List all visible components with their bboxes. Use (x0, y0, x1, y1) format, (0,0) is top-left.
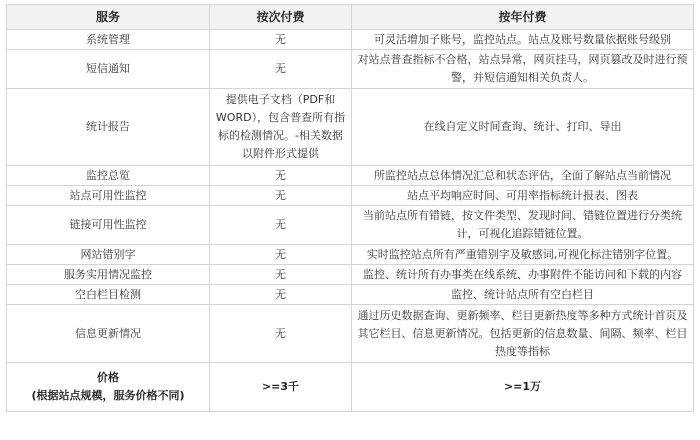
service-cell: 链接可用性监控 (7, 206, 210, 245)
price-per-time: >=3千 (210, 363, 352, 412)
price-row (7, 363, 694, 412)
per-year-cell: 可灵活增加子账号，监控站点。站点及账号数量依据账号级别 (352, 30, 694, 50)
table-row (7, 245, 694, 265)
table-row (7, 30, 694, 50)
per-time-cell: 无 (210, 50, 352, 89)
per-time-cell: 无 (210, 166, 352, 186)
per-year-cell: 实时监控站点所有严重错别字及敏感词,可视化标注错别字位置。 (352, 245, 694, 265)
header-service: 服务 (7, 5, 210, 30)
header-row (7, 5, 694, 30)
service-cell: 系统管理 (7, 30, 210, 50)
per-time-cell: 无 (210, 186, 352, 206)
table-row (7, 206, 694, 245)
per-year-cell: 监控、统计站点所有空白栏目 (352, 285, 694, 305)
per-time-cell: 无 (210, 245, 352, 265)
pricing-table-container (6, 4, 693, 412)
service-cell: 网站错别字 (7, 245, 210, 265)
table-row (7, 305, 694, 363)
per-time-cell: 无 (210, 265, 352, 285)
per-time-cell: 无 (210, 206, 352, 245)
per-year-cell: 通过历史数据查询、更新频率、栏目更新热度等多种方式统计首页及其它栏目、信息更新情况。包括更新的信息数量、间隔、频率、栏目热度等指标 (352, 305, 694, 363)
per-year-cell: 当前站点所有错链，按文件类型、发现时间、错链位置进行分类统计，可视化追踪错链位置。 (352, 206, 694, 245)
service-cell: 信息更新情况 (7, 305, 210, 363)
header-per-year: 按年付费 (352, 5, 694, 30)
service-cell: 站点可用性监控 (7, 186, 210, 206)
table-row (7, 89, 694, 166)
service-cell: 短信通知 (7, 50, 210, 89)
price-label: 价格 (97, 371, 119, 384)
per-time-cell: 提供电子文档（PDF和WORD），包含普查所有指标的检测情况。-相关数据以附件形式提供 (210, 89, 352, 166)
price-per-year: >=1万 (352, 363, 694, 412)
per-time-cell: 无 (210, 305, 352, 363)
per-year-cell: 所监控站点总体情况汇总和状态评估，全面了解站点当前情况 (352, 166, 694, 186)
header-per-time: 按次付费 (210, 5, 352, 30)
pricing-table (6, 4, 694, 412)
per-year-cell: 在线自定义时间查询、统计、打印、导出 (352, 89, 694, 166)
per-year-cell: 监控、统计所有办事类在线系统、办事附件不能访问和下载的内容 (352, 265, 694, 285)
per-year-cell: 对站点普查指标不合格，站点异常，网页挂马，网页篡改及时进行预警，并短信通知相关负责人。 (352, 50, 694, 89)
table-row (7, 265, 694, 285)
price-label-cell (7, 363, 210, 412)
service-cell: 服务实用情况监控 (7, 265, 210, 285)
table-row (7, 186, 694, 206)
per-time-cell: 无 (210, 30, 352, 50)
per-year-cell: 站点平均响应时间、可用率指标统计报表、图表 (352, 186, 694, 206)
table-row (7, 166, 694, 186)
per-time-cell: 无 (210, 285, 352, 305)
table-row (7, 285, 694, 305)
service-cell: 空白栏目检测 (7, 285, 210, 305)
price-note: (根据站点规模，服务价格不同) (31, 389, 185, 402)
service-cell: 统计报告 (7, 89, 210, 166)
service-cell: 监控总览 (7, 166, 210, 186)
table-row (7, 50, 694, 89)
